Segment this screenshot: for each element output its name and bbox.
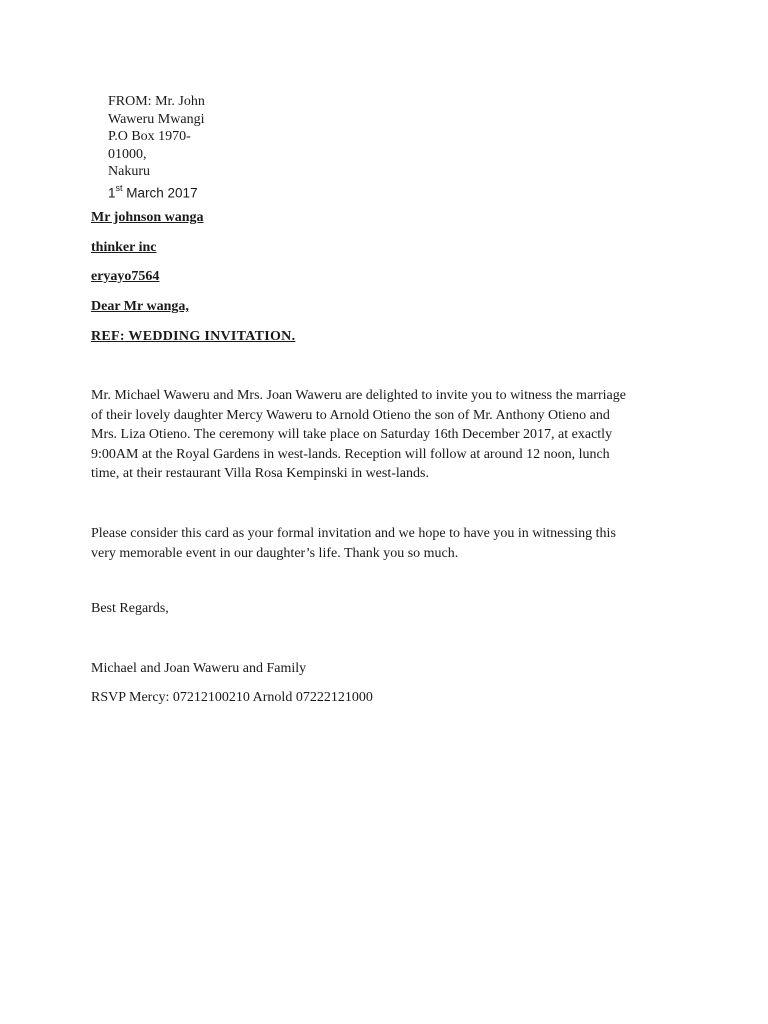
- date-day: 1: [108, 185, 116, 201]
- body-paragraph-2: [91, 524, 691, 563]
- salutation: Dear Mr wanga,: [91, 299, 189, 314]
- sender-address: [108, 93, 205, 202]
- sender-line-4: 01000,: [108, 146, 147, 162]
- body-paragraph-1: [91, 386, 691, 484]
- recipient-name: Mr johnson wanga: [91, 210, 204, 225]
- paragraph-1-line: of their lovely daughter Mercy Waweru to Arnold Otieno the son of Mr. Anthony Otieno and: [91, 407, 610, 423]
- letter-date: [108, 181, 205, 202]
- sender-line-3: P.O Box 1970-: [108, 129, 191, 145]
- paragraph-2-line: very memorable event in our daughter’s life. Thank you so much.: [91, 545, 459, 561]
- sender-line-5: Nakuru: [108, 164, 150, 180]
- date-suffix: st: [115, 182, 123, 193]
- recipient-code: eryayo7564: [91, 269, 160, 284]
- sender-line-2: Waweru Mwangi: [108, 111, 205, 127]
- rsvp-line: RSVP Mercy: 07212100210 Arnold 07222121000: [91, 690, 373, 705]
- closing-regards: Best Regards,: [91, 601, 169, 616]
- paragraph-1-line: time, at their restaurant Villa Rosa Kempinski in west-lands.: [91, 466, 429, 482]
- sender-line-1: FROM: Mr. John: [108, 94, 205, 109]
- recipient-company: thinker inc: [91, 240, 157, 255]
- paragraph-2-line: Please consider this card as your formal invitation and we hope to have you in witnessing this: [91, 526, 616, 541]
- date-rest: March 2017: [122, 185, 198, 201]
- paragraph-1-line: Mr. Michael Waweru and Mrs. Joan Waweru are delighted to invite you to witness the marriage: [91, 388, 626, 403]
- signature-line: Michael and Joan Waweru and Family: [91, 661, 307, 676]
- reference-line: REF: WEDDING INVITATION.: [91, 329, 296, 344]
- paragraph-1-line: Mrs. Liza Otieno. The ceremony will take place on Saturday 16th December 2017, at exactly: [91, 427, 613, 443]
- paragraph-1-line: 9:00AM at the Royal Gardens in west-lands. Reception will follow at around 12 noon, lunch: [91, 446, 610, 462]
